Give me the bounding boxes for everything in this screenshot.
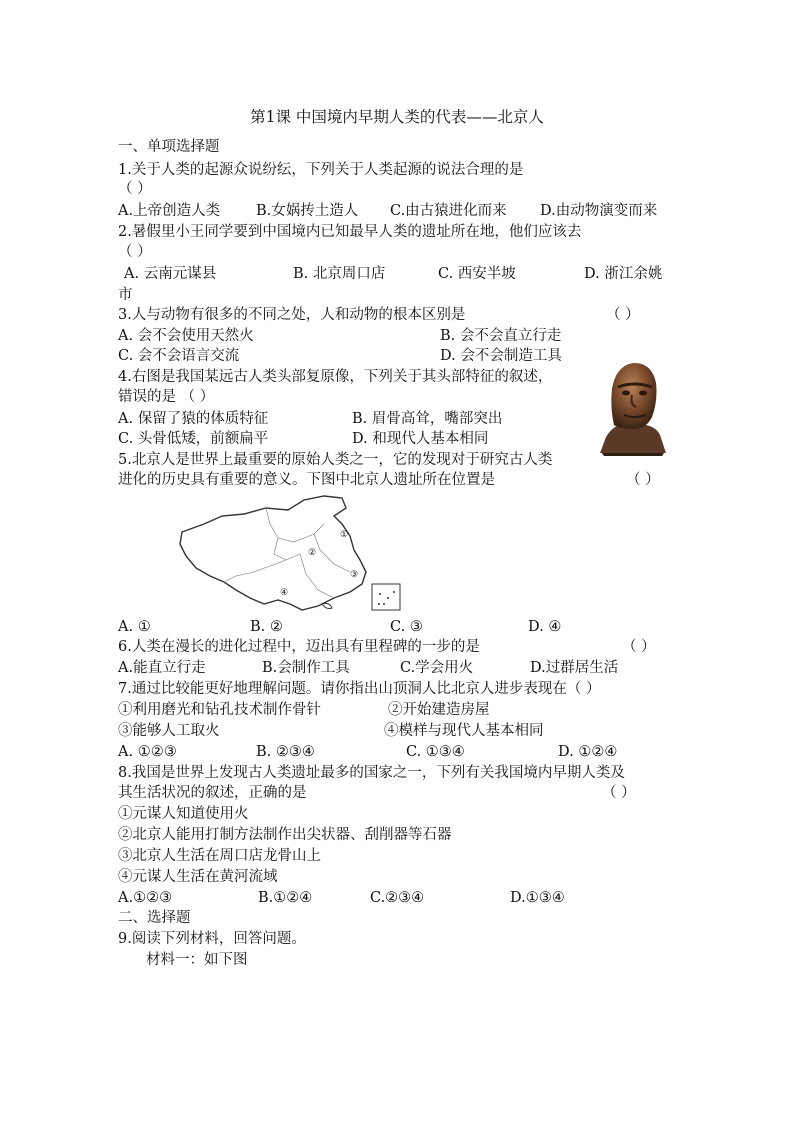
q8-statement-1: ①元谋人知道使用火 xyxy=(118,806,249,822)
q3-option-d: D. 会不会制造工具 xyxy=(440,348,562,364)
q3-option-c: C. 会不会语言交流 xyxy=(118,348,240,364)
q7-stem: 7.通过比较能更好地理解问题。请你指出山顶洞人比北京人进步表现在（ ） xyxy=(118,681,601,697)
q2-option-b: B. 北京周口店 xyxy=(293,266,386,282)
map-marker-1: ① xyxy=(340,530,349,540)
q5-option-c: C. ③ xyxy=(390,619,423,635)
q8-option-d: D.①③④ xyxy=(510,890,565,906)
q7-statement-1: ①利用磨光和钻孔技术制作骨针 xyxy=(118,702,321,718)
q1-paren: （ ） xyxy=(118,181,152,197)
q8-statement-2: ②北京人能用打制方法制作出尖状器、刮削器等石器 xyxy=(118,827,452,843)
lesson-title: 第1课 中国境内早期人类的代表——北京人 xyxy=(250,108,544,126)
q7-statement-4: ④模样与现代人基本相同 xyxy=(384,723,544,739)
q1-option-b: B.女娲抟土造人 xyxy=(256,203,359,219)
q7-statement-3: ③能够人工取火 xyxy=(118,723,220,739)
q1-stem: 1.关于人类的起源众说纷纭，下列关于人类起源的说法合理的是 xyxy=(118,162,524,178)
map-marker-3: ③ xyxy=(350,570,359,580)
q8-paren: （ ） xyxy=(602,785,636,801)
q7-statement-2: ②开始建造房屋 xyxy=(388,702,490,718)
section-choice: 二、选择题 xyxy=(118,910,191,926)
q1-option-d: D.由动物演变而来 xyxy=(540,203,658,219)
q6-paren: （ ） xyxy=(622,639,656,655)
q5-stem: 5.北京人是世界上最重要的原始人类之一，它的发现对于研究古人类 xyxy=(118,452,553,468)
q5-stem-line2: 进化的历史具有重要的意义。下图中北京人遗址所在位置是 xyxy=(118,472,495,488)
q2-option-c: C. 西安半坡 xyxy=(438,266,516,282)
china-map-image xyxy=(174,494,410,614)
ancient-human-bust-image xyxy=(596,357,670,457)
q2-option-d-continued: 市 xyxy=(118,287,133,303)
q9-stem: 9.阅读下列材料，回答问题。 xyxy=(118,931,306,947)
section-single-choice: 一、单项选择题 xyxy=(118,139,220,155)
q7-option-b: B. ②③④ xyxy=(256,744,315,760)
map-marker-4: ④ xyxy=(280,588,289,598)
q2-paren: （ ） xyxy=(118,244,152,260)
q7-option-d: D. ①②④ xyxy=(558,744,618,760)
q2-option-d: D. 浙江余姚 xyxy=(584,266,663,282)
q3-stem: 3.人与动物有很多的不同之处，人和动物的根本区别是 xyxy=(118,307,466,323)
q1-option-a: A.上帝创造人类 xyxy=(118,203,221,219)
q8-statement-3: ③北京人生活在周口店龙骨山上 xyxy=(118,848,321,864)
q4-option-a: A. 保留了猿的体质特征 xyxy=(118,411,269,427)
q8-option-b: B.①②④ xyxy=(258,890,313,906)
q6-option-b: B.会制作工具 xyxy=(262,660,350,676)
q8-stem-line2: 其生活状况的叙述，正确的是 xyxy=(118,785,307,801)
q9-material-1: 材料一：如下图 xyxy=(146,952,248,968)
q3-paren: （ ） xyxy=(606,307,640,323)
q6-option-a: A.能直立行走 xyxy=(118,660,206,676)
q8-statement-4: ④元谋人生活在黄河流域 xyxy=(118,869,278,885)
q4-option-c: C. 头骨低矮，前额扁平 xyxy=(118,431,269,447)
q2-option-a: A. 云南元谋县 xyxy=(124,266,217,282)
q5-option-b: B. ② xyxy=(250,619,283,635)
q5-option-a: A. ① xyxy=(118,619,151,635)
q6-option-d: D.过群居生活 xyxy=(530,660,619,676)
q6-stem: 6.人类在漫长的进化过程中，迈出具有里程碑的一步的是 xyxy=(118,639,480,655)
q4-stem-line2: 错误的是 （ ） xyxy=(118,389,215,405)
q5-option-d: D. ④ xyxy=(528,619,562,635)
q4-option-b: B. 眉骨高耸，嘴部突出 xyxy=(352,411,503,427)
q8-stem: 8.我国是世界上发现古人类遗址最多的国家之一，下列有关我国境内早期人类及 xyxy=(118,765,625,781)
q3-option-b: B. 会不会直立行走 xyxy=(440,328,562,344)
q4-option-d: D. 和现代人基本相同 xyxy=(352,431,489,447)
q7-option-c: C. ①③④ xyxy=(406,744,465,760)
q8-option-a: A.①②③ xyxy=(118,890,173,906)
map-marker-2: ② xyxy=(308,548,317,558)
q5-paren: （ ） xyxy=(626,472,660,488)
q8-option-c: C.②③④ xyxy=(370,890,425,906)
q2-stem: 2.暑假里小王同学要到中国境内已知最早人类的遗址所在地，他们应该去 xyxy=(118,224,582,240)
q3-option-a: A. 会不会使用天然火 xyxy=(118,328,254,344)
q6-option-c: C.学会用火 xyxy=(400,660,474,676)
q7-option-a: A. ①②③ xyxy=(118,744,177,760)
q1-option-c: C.由古猿进化而来 xyxy=(390,203,507,219)
q4-stem: 4.右图是我国某远古人类头部复原像，下列关于其头部特征的叙述， xyxy=(118,369,553,385)
